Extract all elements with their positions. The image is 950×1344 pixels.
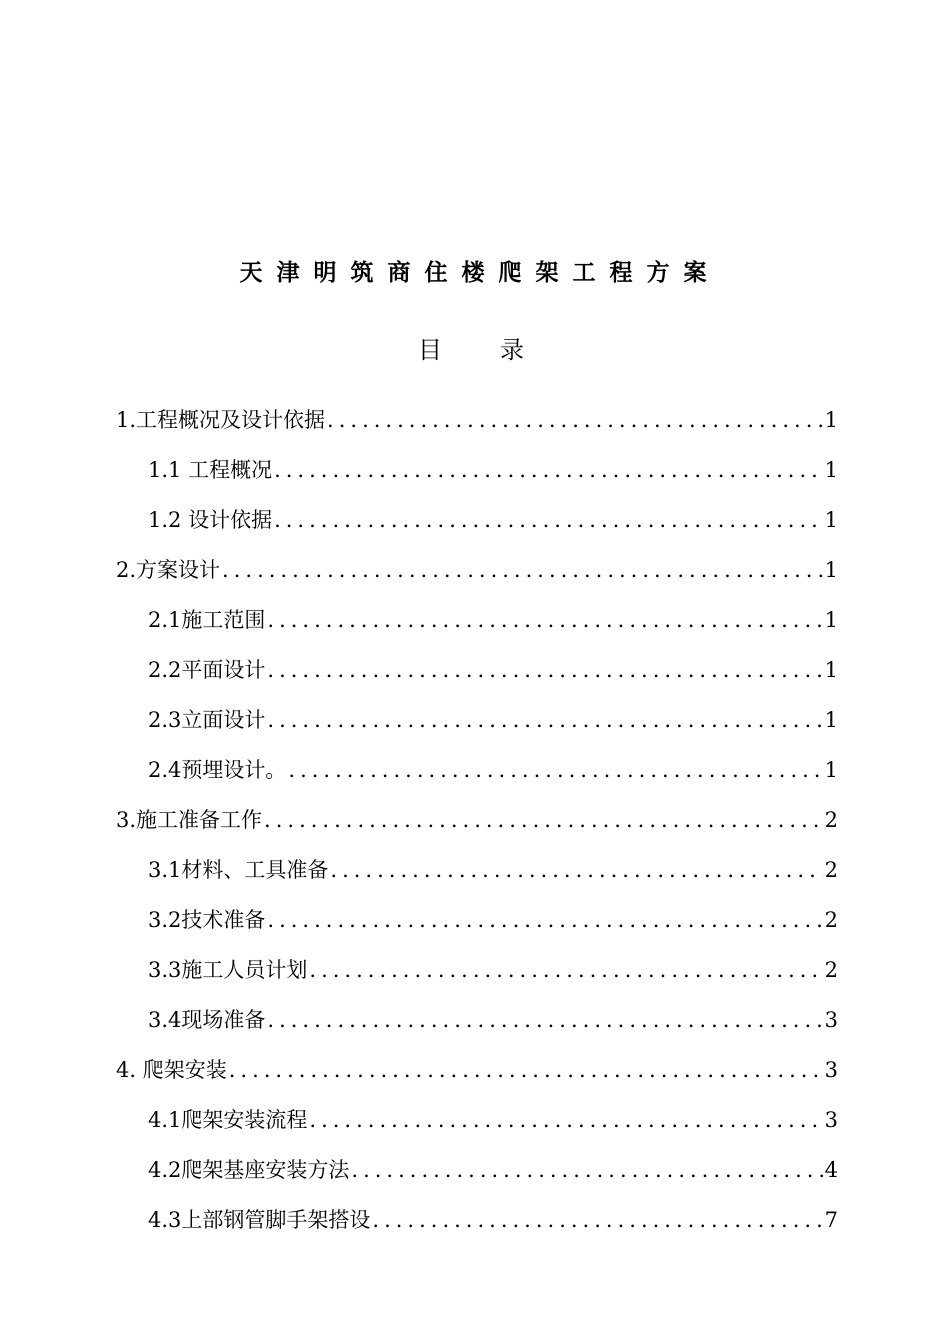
toc-entry-label: 1.工程概况及设计依据 [116, 408, 326, 432]
toc-entry[interactable] [116, 602, 838, 652]
toc-entry[interactable] [116, 552, 838, 602]
toc-dot-leader [372, 1202, 822, 1238]
toc-dot-leader [327, 402, 823, 438]
toc-entry-label: 1.1 工程概况 [148, 458, 273, 482]
toc-entry[interactable] [116, 952, 838, 1002]
toc-entry-label: 3.1材料、工具准备 [148, 858, 329, 882]
toc-entry-label: 2.3立面设计 [148, 708, 266, 732]
toc-entry[interactable] [116, 1202, 838, 1252]
toc-entry-page-number: 1 [824, 658, 838, 682]
toc-dot-leader [274, 452, 823, 488]
toc-entry-page-number: 1 [824, 408, 838, 432]
toc-entry-page-number: 2 [824, 958, 838, 982]
toc-entry-page-number: 3 [824, 1108, 838, 1132]
toc-entry-label: 1.2 设计依据 [148, 508, 273, 532]
toc-entry-label: 3.2技术准备 [148, 908, 266, 932]
toc-entry[interactable] [116, 1002, 838, 1052]
toc-entry-page-number: 7 [824, 1208, 838, 1232]
toc-entry-label: 4. 爬架安装 [116, 1058, 227, 1082]
toc-entry[interactable] [116, 1152, 838, 1202]
toc-entry[interactable] [116, 452, 838, 502]
toc-dot-leader [309, 1102, 822, 1138]
toc-entry-page-number: 3 [824, 1008, 838, 1032]
toc-entry[interactable] [116, 1102, 838, 1152]
toc-entry[interactable] [116, 902, 838, 952]
toc-entry-label: 4.1爬架安装流程 [148, 1108, 308, 1132]
toc-dot-leader [288, 752, 822, 788]
toc-entry-label: 3.施工准备工作 [116, 808, 263, 832]
document-title: 天津明筑商住楼爬架工程方案 [239, 260, 721, 286]
toc-dot-leader [222, 552, 823, 588]
toc-entry-label: 3.3施工人员计划 [148, 958, 308, 982]
toc-entry[interactable] [116, 802, 838, 852]
toc-entry-page-number: 1 [824, 508, 838, 532]
toc-dot-leader [267, 652, 822, 688]
toc-dot-leader [267, 902, 822, 938]
toc-entry-label: 2.2平面设计 [148, 658, 266, 682]
toc-entry-label: 2.4预埋设计。 [148, 758, 287, 782]
toc-entry-page-number: 1 [824, 758, 838, 782]
toc-entry[interactable] [116, 752, 838, 802]
toc-entry-page-number: 1 [824, 558, 838, 582]
toc-entry-page-number: 4 [824, 1158, 838, 1182]
toc-entry[interactable] [116, 402, 838, 452]
toc-entry-page-number: 2 [824, 808, 838, 832]
toc-entry-label: 3.4现场准备 [148, 1008, 266, 1032]
toc-heading: 目录 [418, 336, 582, 364]
toc-entry[interactable] [116, 1052, 838, 1102]
toc-dot-leader [267, 702, 822, 738]
toc-entry[interactable] [116, 652, 838, 702]
toc-dot-leader [229, 1052, 823, 1088]
toc-dot-leader [309, 952, 822, 988]
toc-entry-label: 2.方案设计 [116, 558, 221, 582]
toc-entry-label: 4.3上部钢管脚手架搭设 [148, 1208, 371, 1232]
toc-dot-leader [267, 602, 822, 638]
toc-entry-page-number: 2 [824, 858, 838, 882]
toc-entry-page-number: 1 [824, 458, 838, 482]
toc-dot-leader [264, 802, 823, 838]
toc-entry[interactable] [116, 852, 838, 902]
toc-entry-page-number: 2 [824, 908, 838, 932]
toc-entry-label: 4.2爬架基座安装方法 [148, 1158, 350, 1182]
toc-dot-leader [267, 1002, 822, 1038]
toc-dot-leader [274, 502, 823, 538]
toc-entry[interactable] [116, 502, 838, 552]
toc-entry-label: 2.1施工范围 [148, 608, 266, 632]
toc-dot-leader [330, 852, 822, 888]
toc-entry-page-number: 1 [824, 708, 838, 732]
toc-dot-leader [351, 1152, 822, 1188]
table-of-contents [116, 402, 838, 1252]
toc-entry-page-number: 3 [824, 1058, 838, 1082]
toc-entry[interactable] [116, 702, 838, 752]
toc-entry-page-number: 1 [824, 608, 838, 632]
